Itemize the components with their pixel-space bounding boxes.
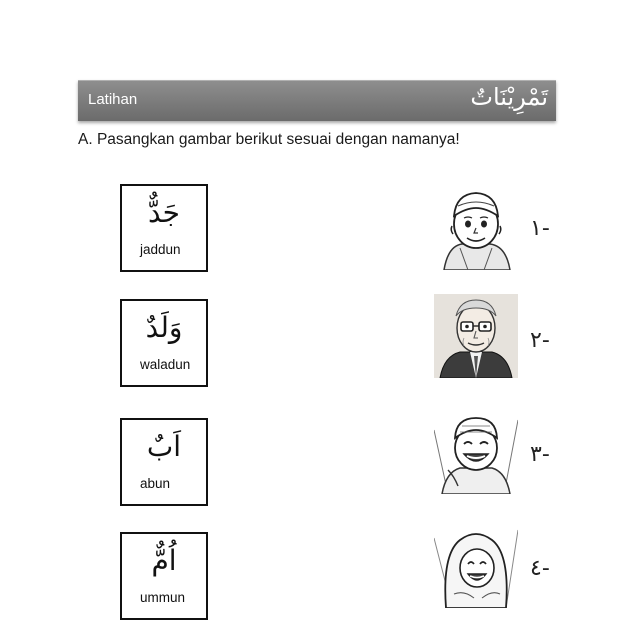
card-transliteration: ummun: [140, 590, 186, 605]
item-number-1: -١: [530, 216, 550, 241]
word-card-abun[interactable]: [120, 418, 208, 506]
card-arabic-word: اُمٌّ: [151, 544, 177, 577]
section-header: [78, 80, 556, 121]
exercise-instruction: A. Pasangkan gambar berikut sesuai dengan namanya!: [78, 131, 460, 148]
word-card-waladun[interactable]: [120, 299, 208, 387]
item-number-3: -٣: [530, 442, 550, 467]
smiling-man-with-cap-icon[interactable]: [434, 410, 518, 494]
card-arabic-word: وَلَدٌ: [145, 311, 183, 344]
card-arabic-word: جَدٌّ: [147, 196, 180, 229]
section-label: Latihan: [88, 91, 138, 108]
card-arabic-word: اَبٌ: [146, 430, 182, 463]
item-number-4: -٤: [530, 556, 550, 581]
woman-in-hijab-icon[interactable]: [434, 524, 518, 608]
boy-with-cap-icon[interactable]: [434, 186, 518, 270]
old-man-with-glasses-icon[interactable]: [434, 294, 518, 378]
item-number-2: -٢: [530, 328, 550, 353]
card-transliteration: waladun: [140, 357, 191, 372]
card-transliteration: abun: [140, 476, 171, 491]
section-arabic-title: تَمْرِيْنَاتٌ: [470, 83, 548, 111]
word-card-jaddun[interactable]: [120, 184, 208, 272]
word-card-ummun[interactable]: [120, 532, 208, 620]
card-transliteration: jaddun: [140, 242, 181, 257]
